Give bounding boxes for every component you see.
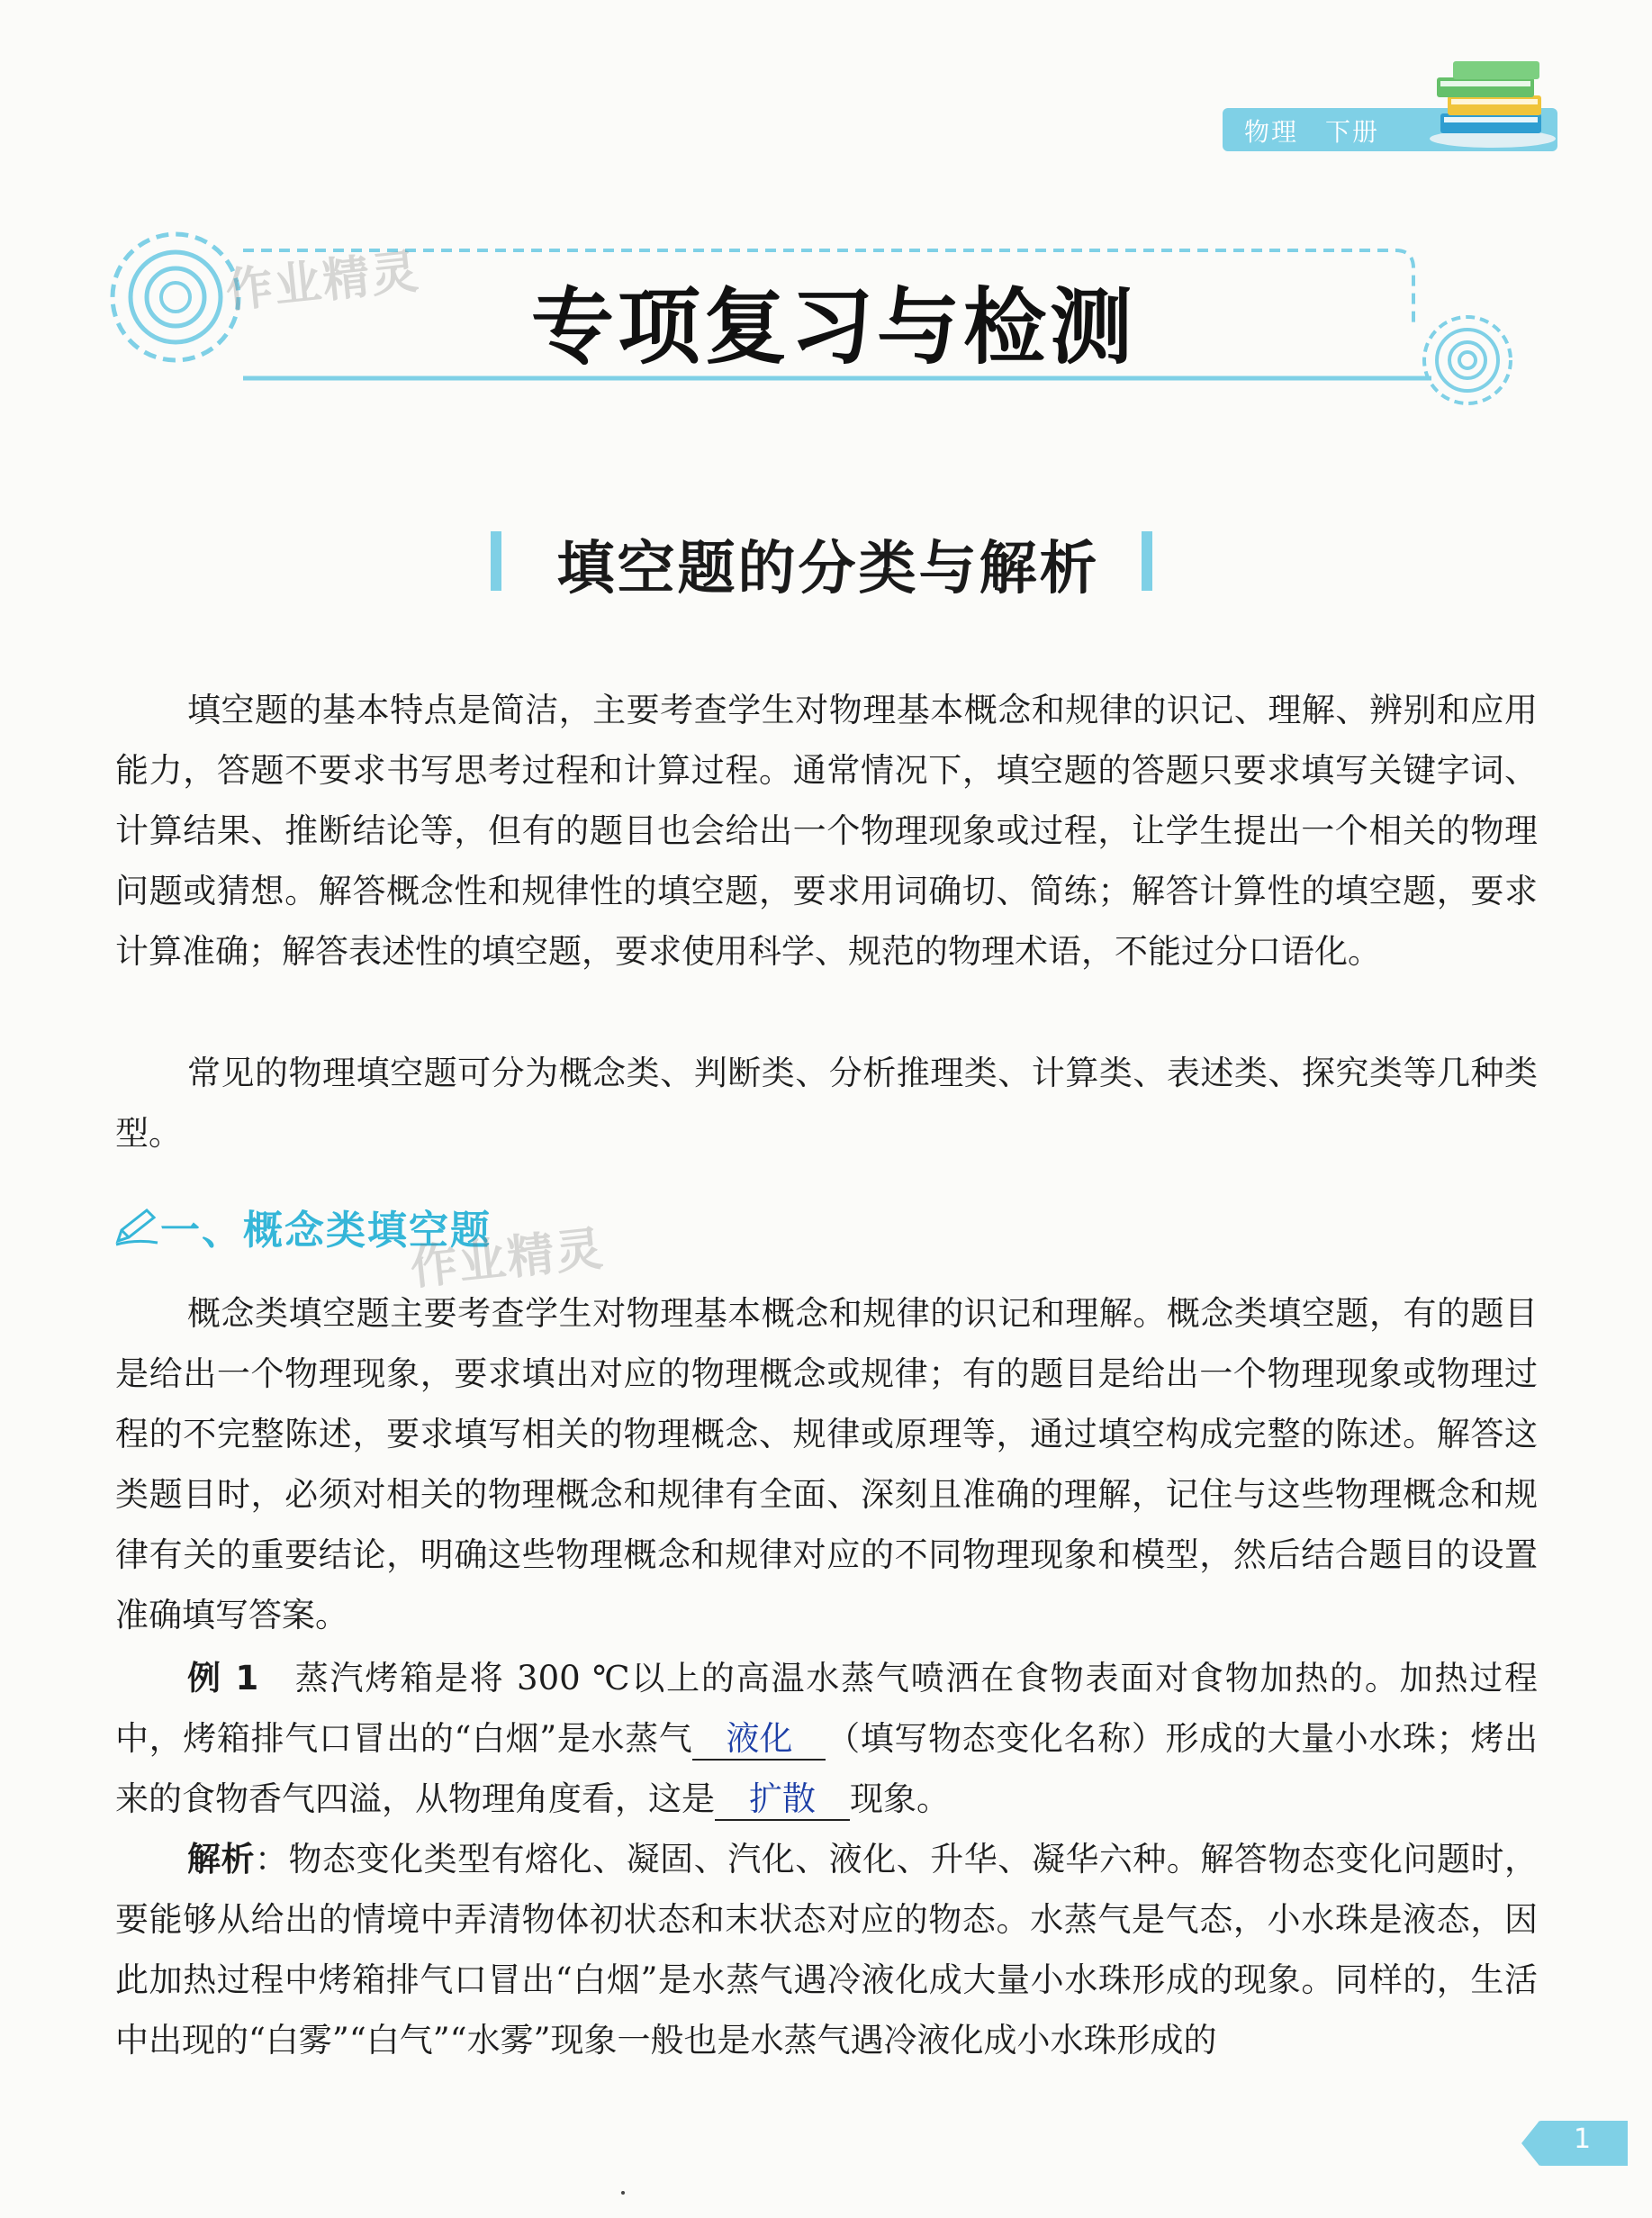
subject-tag-label: 物理 下册 xyxy=(1244,117,1380,147)
section-bar-left xyxy=(491,531,501,591)
concept-heading: 一、概念类填空题 xyxy=(160,1208,492,1254)
section-title: 填空题的分类与解析 xyxy=(556,536,1100,602)
example-text-b: （填写物态变化名称）形成的大量小水珠；烤出来的食物香气四溢，从物理角度看，这是 xyxy=(115,1719,1538,1818)
example-label: 例 1 xyxy=(187,1659,259,1697)
intro-paragraph-2: 常见的物理填空题可分为概念类、判断类、分析推理类、计算类、表述类、探究类等几种类型。 xyxy=(115,1054,1538,1153)
analysis-text: ：物态变化类型有熔化、凝固、汽化、液化、升华、凝华六种。解答物态变化问题时，要能够从给出的情境中弄清物体初状态和末状态对应的物态。水蒸气是气态，小水珠是液态，因此加热过程中烤箱排气口冒出“白烟”是水蒸气遇冷液化成大量小水珠形成的现象。同样的，生活中出现的“白雾”“白气”“水雾”现象一般也是水蒸气遇冷液化成小水珠形成的 xyxy=(115,1840,1539,2060)
page-number: 1 xyxy=(1574,2123,1592,2155)
example-1 xyxy=(115,1648,1538,1829)
concept-paragraph: 概念类填空题主要考查学生对物理基本概念和规律的识记和理解。概念类填空题，有的题目是给出一个物理现象，要求填出对应的物理概念或规律；有的题目是给出一个物理现象或物理过程的不完整陈述，要求填写相关的物理概念、规律或原理等，通过填空构成完整的陈述。解答这类题目时，必须对相关的物理概念和规律有全面、深刻且准确的理解，记住与这些物理概念和规律有关的重要结论，明确这些物理概念和规律对应的不同物理现象和模型，然后结合题目的设置准确填写答案。 xyxy=(115,1294,1538,1634)
pencil-icon xyxy=(113,1207,159,1246)
example-text-c: 现象。 xyxy=(850,1779,950,1818)
section-bar-right xyxy=(1142,531,1152,591)
stray-dot xyxy=(621,2191,625,2195)
intro-paragraph-1: 填空题的基本特点是简洁，主要考查学生对物理基本概念和规律的识记、理解、辨别和应用能力，答题不要求书写思考过程和计算过程。通常情况下，填空题的答题只要求填写关键字词、计算结果、推断结论等，但有的题目也会给出一个物理现象或过程，让学生提出一个相关的物理问题或猜想。解答概念性和规律性的填空题，要求用词确切、简练；解答计算性的填空题，要求计算准确；解答表述性的填空题，要求使用科学、规范的物理术语，不能过分口语化。 xyxy=(115,691,1538,971)
answer-blank-1: 液化 xyxy=(692,1719,826,1761)
example-text-a: 蒸汽烤箱是将 300 ℃以上的高温水蒸气喷洒在食物表面对食物加热的。加热过程中，烤箱排气口冒出的“白烟”是水蒸气 xyxy=(115,1659,1538,1758)
answer-blank-2: 扩散 xyxy=(715,1779,850,1821)
watermark: 作业精灵 xyxy=(223,244,423,320)
page-tab-notch xyxy=(1521,2121,1539,2166)
watermark: 作业精灵 xyxy=(408,1221,608,1297)
page-title: 专项复习与检测 xyxy=(531,278,1137,376)
books-icon xyxy=(1422,56,1557,150)
analysis-label: 解析 xyxy=(187,1840,256,1879)
analysis-paragraph xyxy=(115,1829,1538,2070)
